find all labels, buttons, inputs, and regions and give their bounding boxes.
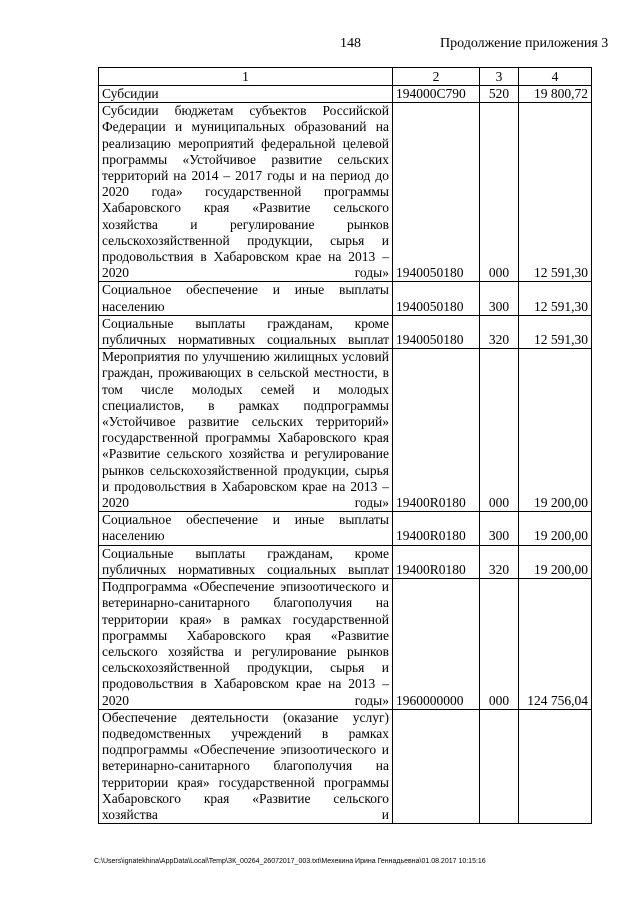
table-row [99, 545, 592, 578]
row-name: Обеспечение деятельности (оказание услуг) подведомственных учреждений в рамках подпрограммы «Обеспечение эпизоотического и ветеринарно-санитарного благополучия на территории края» государственной программы Хабаровского края «Развитие сельского хозяйства и [99, 709, 393, 823]
row-vr [480, 709, 519, 823]
row-vr: 520 [480, 86, 519, 103]
row-name: Социальные выплаты гражданам, кроме публичных нормативных социальных выплат [99, 315, 393, 348]
row-name: Социальное обеспечение и иные выплаты населению [99, 512, 393, 545]
column-header: 1 [99, 68, 393, 86]
row-name: Социальное обеспечение и иные выплаты населению [99, 282, 393, 315]
footer-file-path: C:\Users\ignatekhina\AppData\Local\Temp\ЗК_00264_26072017_003.txt\Мехекина Ирина Геннадьевна\01.08.2017 10:15:16 [94, 858, 486, 865]
table-row [99, 315, 592, 348]
table-row [99, 709, 592, 823]
table-row [99, 86, 592, 103]
column-header: 4 [519, 68, 592, 86]
row-code: 1960000000 [393, 579, 480, 710]
table-row [99, 512, 592, 545]
row-code [393, 709, 480, 823]
row-name: Подпрограмма «Обеспечение эпизоотического и ветеринарно-санитарного благополучия на территории края» в рамках государственной программы Хабаровского края «Развитие сельского хозяйства и регулирование рынков сельскохозяйственной продукции, сырья и продовольствия в Хабаровском крае на 2013 – 2020 годы» [99, 579, 393, 710]
row-amount: 12 591,30 [519, 315, 592, 348]
column-header: 3 [480, 68, 519, 86]
column-header: 2 [393, 68, 480, 86]
page-number: 148 [340, 36, 361, 51]
row-code: 19400R0180 [393, 545, 480, 578]
row-code: 19400R0180 [393, 512, 480, 545]
row-amount: 12 591,30 [519, 282, 592, 315]
row-amount: 124 756,04 [519, 579, 592, 710]
row-name: Мероприятия по улучшению жилищных условий граждан, проживающих в сельской местности, в том числе молодых семей и молодых специалистов, в рамках подпрограммы «Устойчивое развитие сельских территорий» государственной программы Хабаровского края «Развитие сельского хозяйства и регулирование рынков сельскохозяйственной продукции, сырья и продовольствия в Хабаровском крае на 2013 – 2020 годы» [99, 349, 393, 512]
row-vr: 000 [480, 349, 519, 512]
row-amount: 19 800,72 [519, 86, 592, 103]
continuation-label: Продолжение приложения 3 [440, 36, 609, 51]
row-amount: 19 200,00 [519, 545, 592, 578]
row-vr: 300 [480, 282, 519, 315]
row-vr: 300 [480, 512, 519, 545]
row-vr: 000 [480, 579, 519, 710]
row-code: 1940050180 [393, 103, 480, 282]
table-row [99, 103, 592, 282]
row-name: Субсидии [99, 86, 393, 103]
row-amount [519, 709, 592, 823]
row-amount: 19 200,00 [519, 512, 592, 545]
budget-table [98, 67, 592, 824]
row-vr: 000 [480, 103, 519, 282]
row-code: 1940050180 [393, 315, 480, 348]
row-name: Субсидии бюджетам субъектов Российской Федерации и муниципальных образований на реализацию мероприятий федеральной целевой программы «Устойчивое развитие сельских территорий на 2014 – 2017 годы и на период до 2020 года» государственной программы Хабаровского края «Развитие сельского хозяйства и регулирование рынков сельскохозяйственной продукции, сырья и продовольствия в Хабаровском крае на 2013 – 2020 годы» [99, 103, 393, 282]
row-code: 19400R0180 [393, 349, 480, 512]
row-vr: 320 [480, 545, 519, 578]
row-amount: 12 591,30 [519, 103, 592, 282]
table-row [99, 349, 592, 512]
table-header-row [99, 68, 592, 86]
row-code: 1940050180 [393, 282, 480, 315]
table-row [99, 282, 592, 315]
table-row [99, 579, 592, 710]
row-code: 194000С790 [393, 86, 480, 103]
row-name: Социальные выплаты гражданам, кроме публичных нормативных социальных выплат [99, 545, 393, 578]
row-amount: 19 200,00 [519, 349, 592, 512]
row-vr: 320 [480, 315, 519, 348]
